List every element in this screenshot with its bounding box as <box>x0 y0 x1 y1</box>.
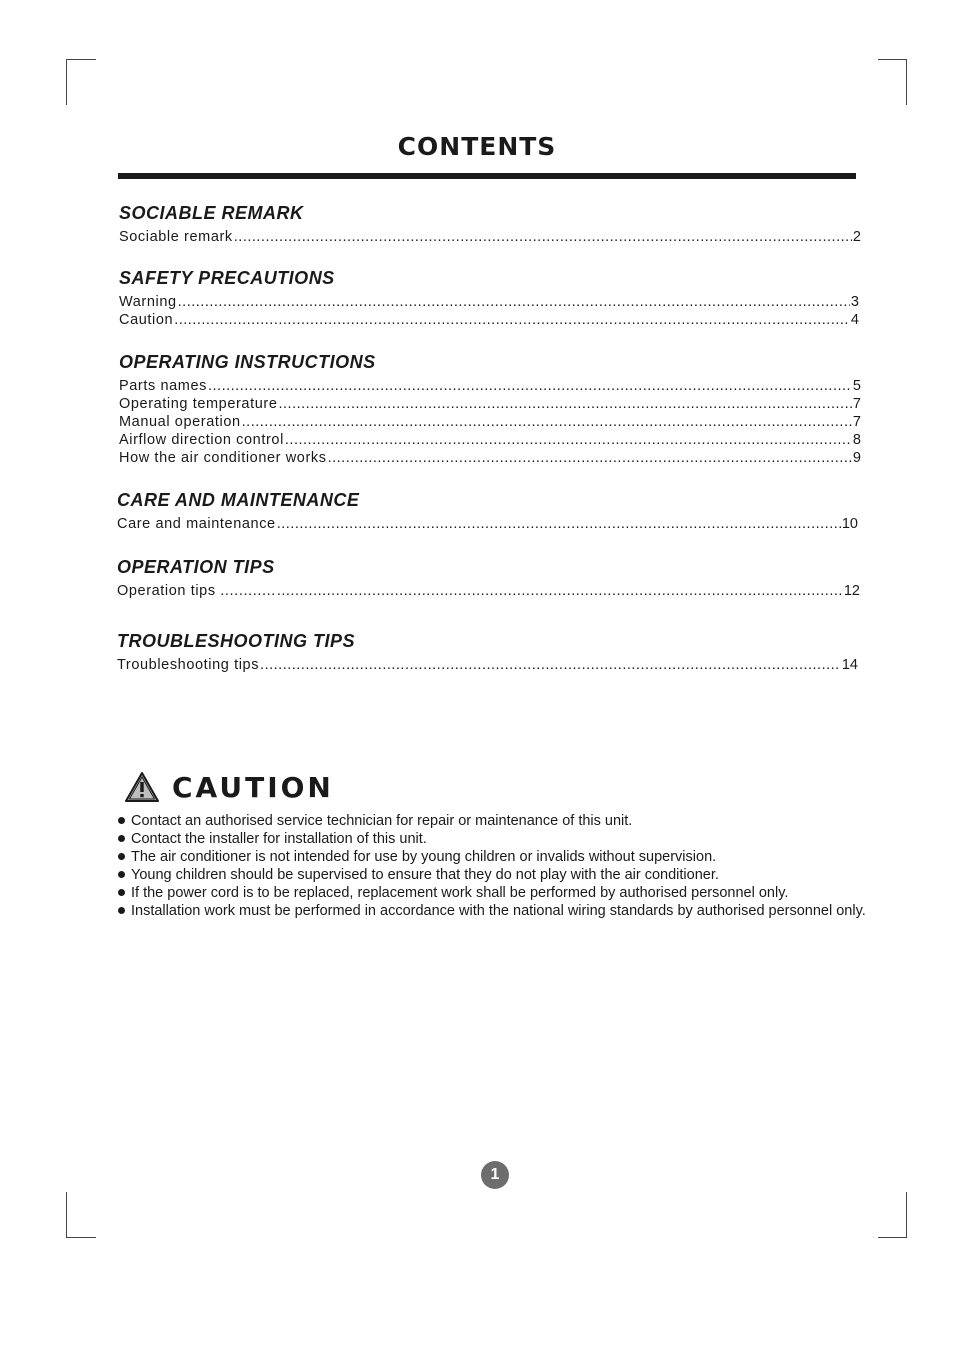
list-item-text: Contact an authorised service technician for repair or maintenance of this unit. <box>131 813 633 829</box>
crop-mark-top-left <box>66 59 96 60</box>
toc-entry-page: 7 <box>852 396 861 412</box>
section-heading: SAFETY PRECAUTIONS <box>119 268 335 288</box>
toc-entry[interactable] <box>117 515 858 533</box>
section-heading: TROUBLESHOOTING TIPS <box>117 631 356 651</box>
leader-dots <box>285 431 852 449</box>
toc-entry[interactable] <box>119 431 861 449</box>
list-item-text: Contact the installer for installation of this unit. <box>131 831 427 847</box>
bullet-icon <box>118 907 125 914</box>
leader-dots <box>174 311 850 329</box>
leader-dots <box>277 582 843 600</box>
toc-entry[interactable] <box>119 449 861 467</box>
list-item <box>117 866 877 884</box>
crop-mark-bottom-left <box>66 1192 67 1238</box>
bullet-icon <box>118 817 125 824</box>
section-heading: CARE AND MAINTENANCE <box>117 490 360 510</box>
warning-triangle-icon <box>124 771 160 803</box>
section-heading: OPERATING INSTRUCTIONS <box>119 352 376 372</box>
list-item-text: If the power cord is to be replaced, replacement work shall be performed by authorised personnel only. <box>131 885 789 901</box>
list-item <box>117 830 877 848</box>
toc-entry-page: 9 <box>852 450 861 466</box>
toc-entry-label: Care and maintenance <box>117 516 276 532</box>
crop-mark-bottom-right <box>906 1192 907 1238</box>
toc-entry-label: Airflow direction control <box>119 432 284 448</box>
crop-mark-top-right <box>906 59 907 105</box>
bullet-icon <box>118 835 125 842</box>
toc-entry-label: Caution <box>119 312 174 328</box>
toc-entry-label: Sociable remark <box>119 229 233 245</box>
toc-entry[interactable] <box>119 311 859 329</box>
leader-dots <box>279 395 852 413</box>
list-item <box>117 848 877 866</box>
toc-entry-page: 12 <box>843 583 860 599</box>
toc-entry[interactable] <box>119 293 859 311</box>
section-heading: SOCIABLE REMARK <box>119 203 304 223</box>
caution-heading <box>124 770 334 804</box>
leader-dots <box>178 293 850 311</box>
toc-entry-label: Troubleshooting tips <box>117 657 260 673</box>
caution-title: CAUTION <box>172 770 334 804</box>
page-number: 1 <box>481 1161 509 1189</box>
caution-list <box>117 812 877 920</box>
toc-entry-page: 14 <box>841 657 858 673</box>
toc-entry[interactable] <box>117 656 858 674</box>
leader-dots <box>208 377 852 395</box>
page-title: CONTENTS <box>397 132 557 161</box>
list-item-text: Young children should be supervised to ensure that they do not play with the air conditioner. <box>131 867 719 883</box>
toc-entry-page: 8 <box>852 432 861 448</box>
leader-dots <box>277 515 841 533</box>
list-item <box>117 884 877 902</box>
crop-mark-top-right <box>878 59 907 60</box>
leader-dots <box>260 656 841 674</box>
crop-mark-bottom-right <box>878 1237 907 1238</box>
bullet-icon <box>118 889 125 896</box>
toc-entry-label: Parts names <box>119 378 207 394</box>
toc-entry-label: Operating temperature <box>119 396 278 412</box>
bullet-icon <box>118 853 125 860</box>
bullet-icon <box>118 871 125 878</box>
list-item <box>117 902 877 920</box>
toc-entry[interactable] <box>119 413 861 431</box>
toc-entry-label: Manual operation <box>119 414 241 430</box>
list-item <box>117 812 877 830</box>
toc-entry-label: Warning <box>119 294 177 310</box>
title-rule <box>118 173 856 179</box>
section-heading: OPERATION TIPS <box>117 557 275 577</box>
toc-entry-page: 2 <box>852 229 861 245</box>
toc-entry[interactable] <box>119 228 861 246</box>
leader-dots <box>328 449 852 467</box>
leader-dots <box>242 413 852 431</box>
toc-entry-label: Operation tips ............ <box>117 583 276 599</box>
toc-entry[interactable] <box>119 395 861 413</box>
toc-entry-page: 3 <box>850 294 859 310</box>
leader-dots <box>234 228 852 246</box>
list-item-text: The air conditioner is not intended for use by young children or invalids without supervision. <box>131 849 717 865</box>
toc-entry-page: 5 <box>852 378 861 394</box>
toc-entry[interactable] <box>117 582 860 600</box>
list-item-text: Installation work must be performed in accordance with the national wiring standards by authorised personnel only. <box>131 903 866 919</box>
toc-entry-label: How the air conditioner works <box>119 450 327 466</box>
toc-entry-page: 7 <box>852 414 861 430</box>
toc-entry-page: 4 <box>850 312 859 328</box>
toc-entry-page: 10 <box>841 516 858 532</box>
crop-mark-bottom-left <box>66 1237 96 1238</box>
crop-mark-top-left <box>66 59 67 105</box>
toc-entry[interactable] <box>119 377 861 395</box>
